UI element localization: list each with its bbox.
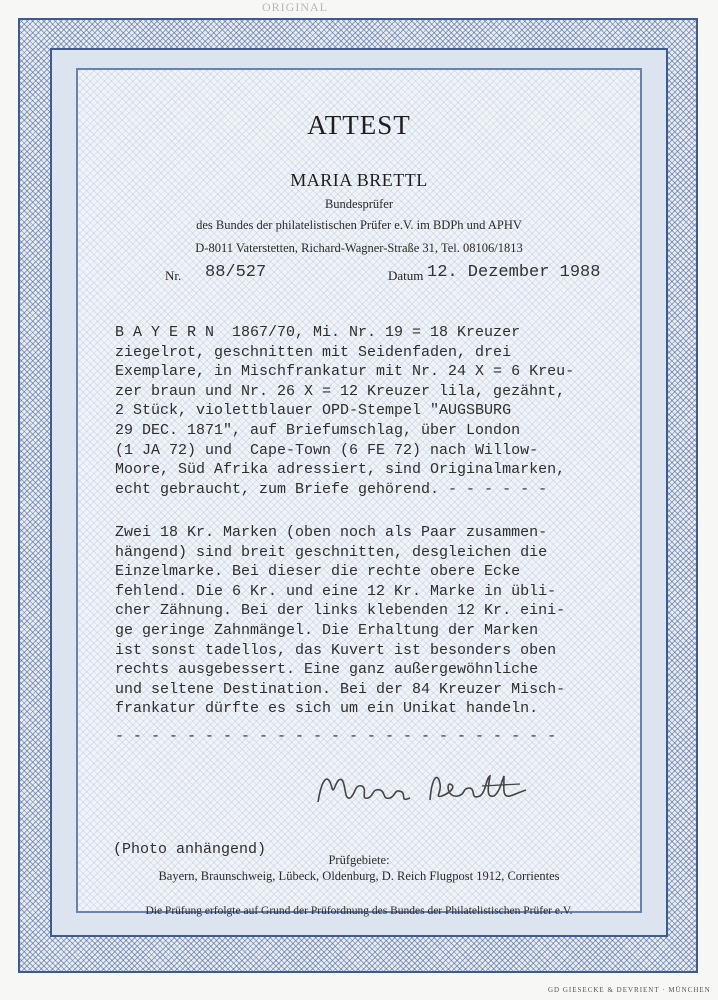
handwritten-signature (310, 758, 540, 818)
date-label: Datum (388, 268, 424, 283)
text-line: echt gebraucht, zum Briefe gehörend. - - - - - - (115, 480, 548, 498)
text-line: frankatur dürfte es sich um ein Unikat handeln. (115, 700, 539, 718)
text-line: Moore, Süd Afrika adressiert, sind Originalmarken, (115, 461, 566, 479)
attest-title: ATTEST (307, 110, 411, 140)
text-line: und seltene Destination. Bei der 84 Kreuzer Misch- (115, 680, 566, 698)
expertise-areas-label: Prüfgebiete: (328, 853, 390, 867)
printer-imprint: GD GIESECKE & DEVRIENT · MÜNCHEN (548, 986, 711, 994)
text-line: ziegelrot, geschnitten mit Seidenfaden, drei (115, 343, 512, 361)
photo-note: (Photo anhängend) (113, 841, 267, 858)
certificate-number: 88/527 (205, 263, 267, 282)
text-line: 29 DEC. 1871", auf Briefumschlag, über London (115, 421, 521, 439)
text-line: Zwei 18 Kr. Marken (oben noch als Paar zusammen- (115, 524, 548, 541)
footer-note: Die Prüfung erfolgte auf Grund der Prüfordnung des Bundes der Philatelistischen Prüfer e.V. (145, 905, 573, 917)
number-label: Nr. (165, 268, 182, 283)
original-stamp-mark: ORIGINAL (262, 0, 328, 14)
examiner-address: D-8011 Vaterstetten, Richard-Wagner-Straße 31, Tel. 08106/1813 (195, 241, 523, 255)
text-line: 2 Stück, violettblauer OPD-Stempel "AUGSBURG (115, 402, 512, 420)
expertise-areas: Bayern, Braunschweig, Lübeck, Oldenburg, D. Reich Flugpost 1912, Corrientes (158, 869, 560, 883)
certificate-date: 12. Dezember 1988 (427, 263, 601, 282)
text-line: ist sonst tadellos, das Kuvert ist besonders oben (115, 641, 557, 659)
dash-separator: - - - - - - - - - - - - - - - - - - - - - - - - - (115, 728, 557, 745)
text-line: Exemplare, in Mischfrankatur mit Nr. 24 X = 6 Kreu- (115, 363, 575, 381)
examiner-name: MARIA BRETTL (290, 170, 428, 190)
text-line: fehlend. Die 6 Kr. und eine 12 Kr. Marke in übli- (115, 582, 557, 600)
text-line: B A Y E R N 1867/70, Mi. Nr. 19 = 18 Kreuzer (115, 324, 521, 341)
text-line: (1 JA 72) und Cape-Town (6 FE 72) nach Willow- (115, 441, 539, 459)
examiner-association: des Bundes der philatelistischen Prüfer e.V. im BDPh und APHV (196, 218, 522, 232)
text-line: zer braun und Nr. 26 X = 12 Kreuzer lila, gezähnt, (115, 382, 566, 400)
condition-paragraph (115, 523, 620, 719)
text-line: cher Zähnung. Bei der links klebenden 12 Kr. eini- (115, 602, 566, 620)
text-line: ge geringe Zahnmängel. Die Erhaltung der Marken (115, 621, 539, 639)
description-paragraph (115, 323, 620, 499)
text-line: hängend) sind breit geschnitten, desgleichen die (115, 543, 548, 561)
text-line: rechts ausgebessert. Eine ganz außergewöhnliche (115, 661, 539, 679)
text-line: Einzelmarke. Bei dieser die rechte obere Ecke (115, 563, 521, 581)
examiner-role: Bundesprüfer (324, 197, 394, 211)
